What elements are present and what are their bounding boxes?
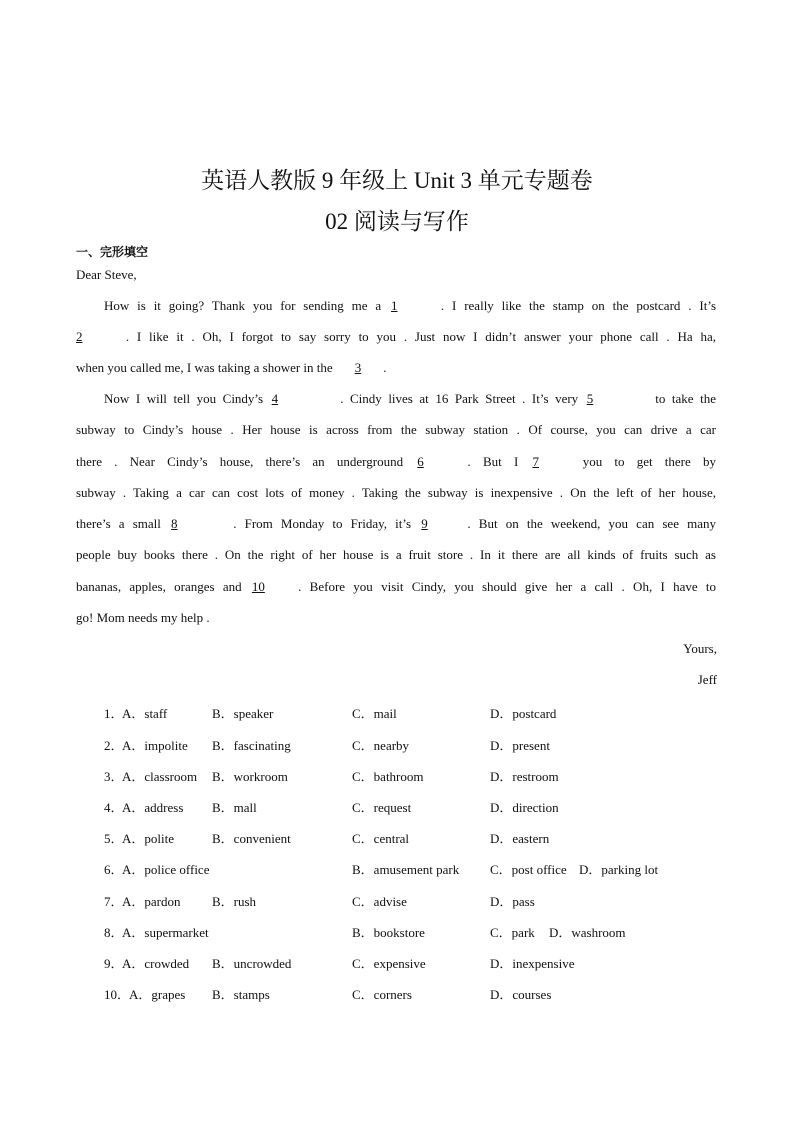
option-c: C．advise xyxy=(352,894,407,909)
letter-line: How is it going? Thank you for sending me a 1 . I really like the stamp on the postcard . It’s xyxy=(104,298,716,313)
option-a: A．grapes xyxy=(129,987,186,1002)
page-title: 英语人教版 9 年级上 Unit 3 单元专题卷 xyxy=(201,168,593,193)
question-number: 5． xyxy=(104,831,124,846)
question-number: 10． xyxy=(104,987,131,1002)
option-c: C．park xyxy=(490,925,535,940)
option-d: D．postcard xyxy=(490,706,557,721)
blank-10: 10 xyxy=(251,579,265,594)
question-number: 9． xyxy=(104,956,124,971)
option-d: D．pass xyxy=(490,894,535,909)
question-number: 4． xyxy=(104,800,124,815)
blank-1: 1 xyxy=(391,298,398,313)
letter-line: Now I will tell you Cindy’s 4 . Cindy lives at 16 Park Street . It’s very 5 to take the xyxy=(104,391,716,406)
option-c: C．central xyxy=(352,831,410,846)
option-d: D．courses xyxy=(490,987,552,1002)
letter-line: 2 . I like it . Oh, I forgot to say sorry to you . Just now I didn’t answer your phone call . Ha ha, xyxy=(76,329,716,344)
option-b: B．amusement park xyxy=(352,862,460,877)
option-b: B．workroom xyxy=(212,769,288,784)
option-b: B．speaker xyxy=(212,706,274,721)
option-c: C．bathroom xyxy=(352,769,424,784)
option-c: C．expensive xyxy=(352,956,426,971)
letter-line: subway . Taking a car can cost lots of money . Taking the subway is inexpensive . On the left of her house, xyxy=(76,485,716,500)
letter-line: there . Near Cindy’s house, there’s an underground 6 . But I 7 you to get there by xyxy=(76,454,716,469)
option-b: B．rush xyxy=(212,894,257,909)
option-c: C．corners xyxy=(352,987,412,1002)
section-heading: 一、完形填空 xyxy=(76,245,149,259)
blank-9: 9 xyxy=(421,516,428,531)
blank-2: 2 xyxy=(76,329,83,344)
option-d: D．eastern xyxy=(490,831,550,846)
option-b: B．bookstore xyxy=(352,925,425,940)
blank-4: 4 xyxy=(271,391,279,406)
letter-line: bananas, apples, oranges and 10 . Before you visit Cindy, you should give her a call . Oh, I have to xyxy=(76,579,716,594)
option-d: D．inexpensive xyxy=(490,956,575,971)
question-number: 2． xyxy=(104,738,124,753)
question-number: 3． xyxy=(104,769,124,784)
question-number: 6． xyxy=(104,862,124,877)
letter-line: there’s a small 8 . From Monday to Friday, it’s 9 . But on the weekend, you can see many xyxy=(76,516,716,531)
blank-5: 5 xyxy=(586,391,594,406)
option-c: C．post office xyxy=(490,862,567,877)
option-a: A．impolite xyxy=(122,738,188,753)
question-number: 7． xyxy=(104,894,124,909)
question-number: 1． xyxy=(104,706,124,721)
option-a: A．classroom xyxy=(122,769,198,784)
option-a: A．police office xyxy=(122,862,210,877)
option-d: D．direction xyxy=(490,800,559,815)
option-a: A．supermarket xyxy=(122,925,209,940)
letter-line: go! Mom needs my help . xyxy=(76,610,210,625)
option-c: C．request xyxy=(352,800,412,815)
blank-6: 6 xyxy=(417,454,424,469)
option-a: A．polite xyxy=(122,831,174,846)
option-a: A．pardon xyxy=(122,894,181,909)
option-c: C．nearby xyxy=(352,738,410,753)
letter-signature: Jeff xyxy=(697,672,717,687)
letter-closing: Yours, xyxy=(683,641,717,656)
letter-line: when you called me, I was taking a shower in the 3 . xyxy=(76,360,387,375)
option-b: B．convenient xyxy=(212,831,291,846)
option-d: D．washroom xyxy=(549,925,626,940)
option-d: D．present xyxy=(490,738,550,753)
option-a: A．staff xyxy=(122,706,168,721)
option-b: B．mall xyxy=(212,800,257,815)
option-d: D．parking lot xyxy=(579,862,659,877)
letter-line: people buy books there . On the right of her house is a fruit store . In it there are all kinds of fruits such as xyxy=(76,547,716,562)
option-b: B．stamps xyxy=(212,987,270,1002)
option-b: B．uncrowded xyxy=(212,956,292,971)
option-c: C．mail xyxy=(352,706,397,721)
letter-line: subway to Cindy’s house . Her house is across from the subway station . Of course, you can drive a car xyxy=(76,422,716,437)
blank-3: 3 xyxy=(354,360,362,375)
letter-greeting: Dear Steve, xyxy=(76,267,137,282)
option-a: A．address xyxy=(122,800,184,815)
option-d: D．restroom xyxy=(490,769,559,784)
blank-7: 7 xyxy=(532,454,539,469)
option-a: A．crowded xyxy=(122,956,190,971)
page-subtitle: 02 阅读与写作 xyxy=(325,209,469,234)
option-b: B．fascinating xyxy=(212,738,291,753)
question-number: 8． xyxy=(104,925,124,940)
blank-8: 8 xyxy=(171,516,178,531)
